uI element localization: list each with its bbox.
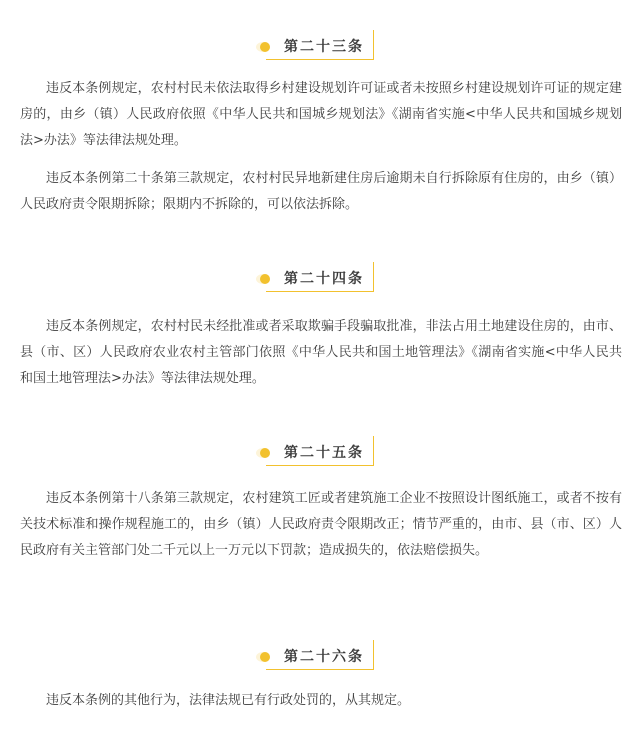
bullet-dot-icon [260,448,270,458]
section-26 [0,640,640,670]
section-heading [266,262,374,292]
section-title: 第二十六条 [284,649,364,665]
paragraph: 违反本条例规定，农村村民未依法取得乡村建设规划许可证或者未按照乡村建设规划许可证的规定建房的，由乡（镇）人民政府依照《中华人民共和国城乡规划法》《湖南省实施<中华人民共和国城乡规划法>办法》等法律法规处理。 [20,81,622,148]
bullet-dot-icon [260,42,270,52]
section-23 [0,30,640,60]
section-heading [266,640,374,670]
section-heading [266,30,374,60]
section-title: 第二十五条 [284,445,364,461]
paragraph: 违反本条例规定，农村村民未经批准或者采取欺骗手段骗取批准，非法占用土地建设住房的，由市、县（市、区）人民政府农业农村主管部门依照《中华人民共和国土地管理法》《湖南省实施<中华人民共和国土地管理法>办法》等法律法规处理。 [20,319,622,386]
section-title: 第二十四条 [284,271,364,287]
paragraph: 违反本条例的其他行为，法律法规已有行政处罚的，从其规定。 [46,693,411,708]
bullet-dot-icon [260,274,270,284]
section-title: 第二十三条 [284,39,364,55]
section-24 [0,262,640,292]
bullet-dot-icon [260,652,270,662]
section-heading [266,436,374,466]
section-25 [0,436,640,466]
paragraph: 违反本条例第十八条第三款规定，农村建筑工匠或者建筑施工企业不按照设计图纸施工，或者不按有关技术标准和操作规程施工的，由乡（镇）人民政府责令限期改正；情节严重的，由市、县（市、区）人民政府有关主管部门处二千元以上一万元以下罚款；造成损失的，依法赔偿损失。 [20,491,622,558]
paragraph: 违反本条例第二十条第三款规定，农村村民异地新建住房后逾期未自行拆除原有住房的，由乡（镇）人民政府责令限期拆除；限期内不拆除的，可以依法拆除。 [20,171,622,212]
